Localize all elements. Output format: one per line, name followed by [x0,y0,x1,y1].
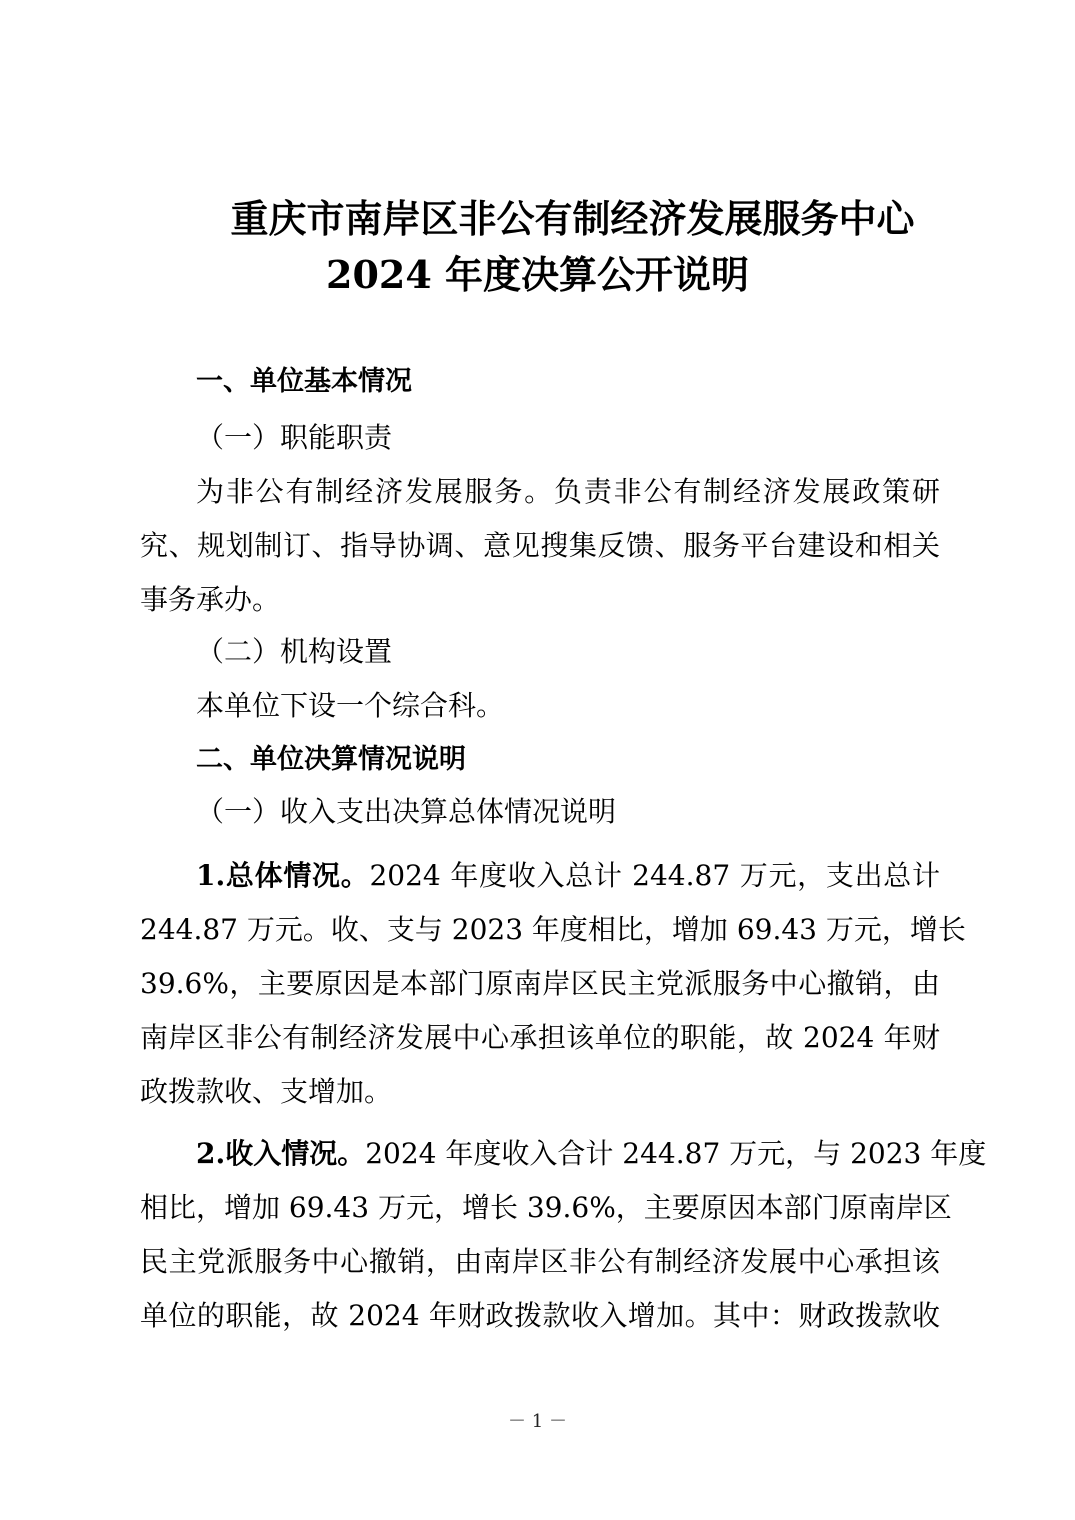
section-2-heading: 二、单位决算情况说明 [196,744,466,775]
income-paragraph-line-1 [196,1134,987,1174]
overall-paragraph-line-1 [196,856,940,896]
overall-lead: 1.总体情况。 [196,859,370,892]
organization-paragraph-line-1: 本单位下设一个综合科。 [196,689,505,722]
overall-paragraph-line-3: 39.6%，主要原因是本部门原南岸区民主党派服务中心撤销，由 [140,967,940,1000]
duties-paragraph-line-3: 事务承办。 [140,583,281,616]
document-title-line-1: 重庆市南岸区非公有制经济发展服务中心 [230,196,915,241]
duties-paragraph-line-1: 为非公有制经济发展服务。负责非公有制经济发展政策研 [196,475,940,508]
overall-first-line-rest: 2024 年度收入总计 244.87 万元，支出总计 [369,859,940,892]
income-paragraph-line-3: 民主党派服务中心撤销，由南岸区非公有制经济发展中心承担该 [140,1245,940,1278]
duties-paragraph-line-2: 究、规划制订、指导协调、意见搜集反馈、服务平台建设和相关 [140,529,940,562]
income-first-line-rest: 2024 年度收入合计 244.87 万元，与 2023 年度 [365,1137,987,1170]
section-1-heading: 一、单位基本情况 [196,366,412,397]
page-number: － 1 － [508,1411,567,1432]
overall-paragraph-line-5: 政拨款收、支增加。 [140,1075,393,1108]
document-title-line-2: 2024 年度决算公开说明 [326,252,749,297]
income-lead: 2.收入情况。 [196,1137,366,1170]
overall-paragraph-line-2: 244.87 万元。收、支与 2023 年度相比，增加 69.43 万元，增长 [140,913,966,946]
section-1-sub-2-heading: （二）机构设置 [196,635,393,668]
overall-paragraph-line-4: 南岸区非公有制经济发展中心承担该单位的职能，故 2024 年财 [140,1021,940,1054]
section-1-sub-1-heading: （一）职能职责 [196,421,393,454]
section-2-sub-1-heading: （一）收入支出决算总体情况说明 [196,795,617,828]
income-paragraph-line-2: 相比，增加 69.43 万元，增长 39.6%，主要原因本部门原南岸区 [140,1191,952,1224]
income-paragraph-line-4: 单位的职能，故 2024 年财政拨款收入增加。其中：财政拨款收 [140,1299,940,1332]
